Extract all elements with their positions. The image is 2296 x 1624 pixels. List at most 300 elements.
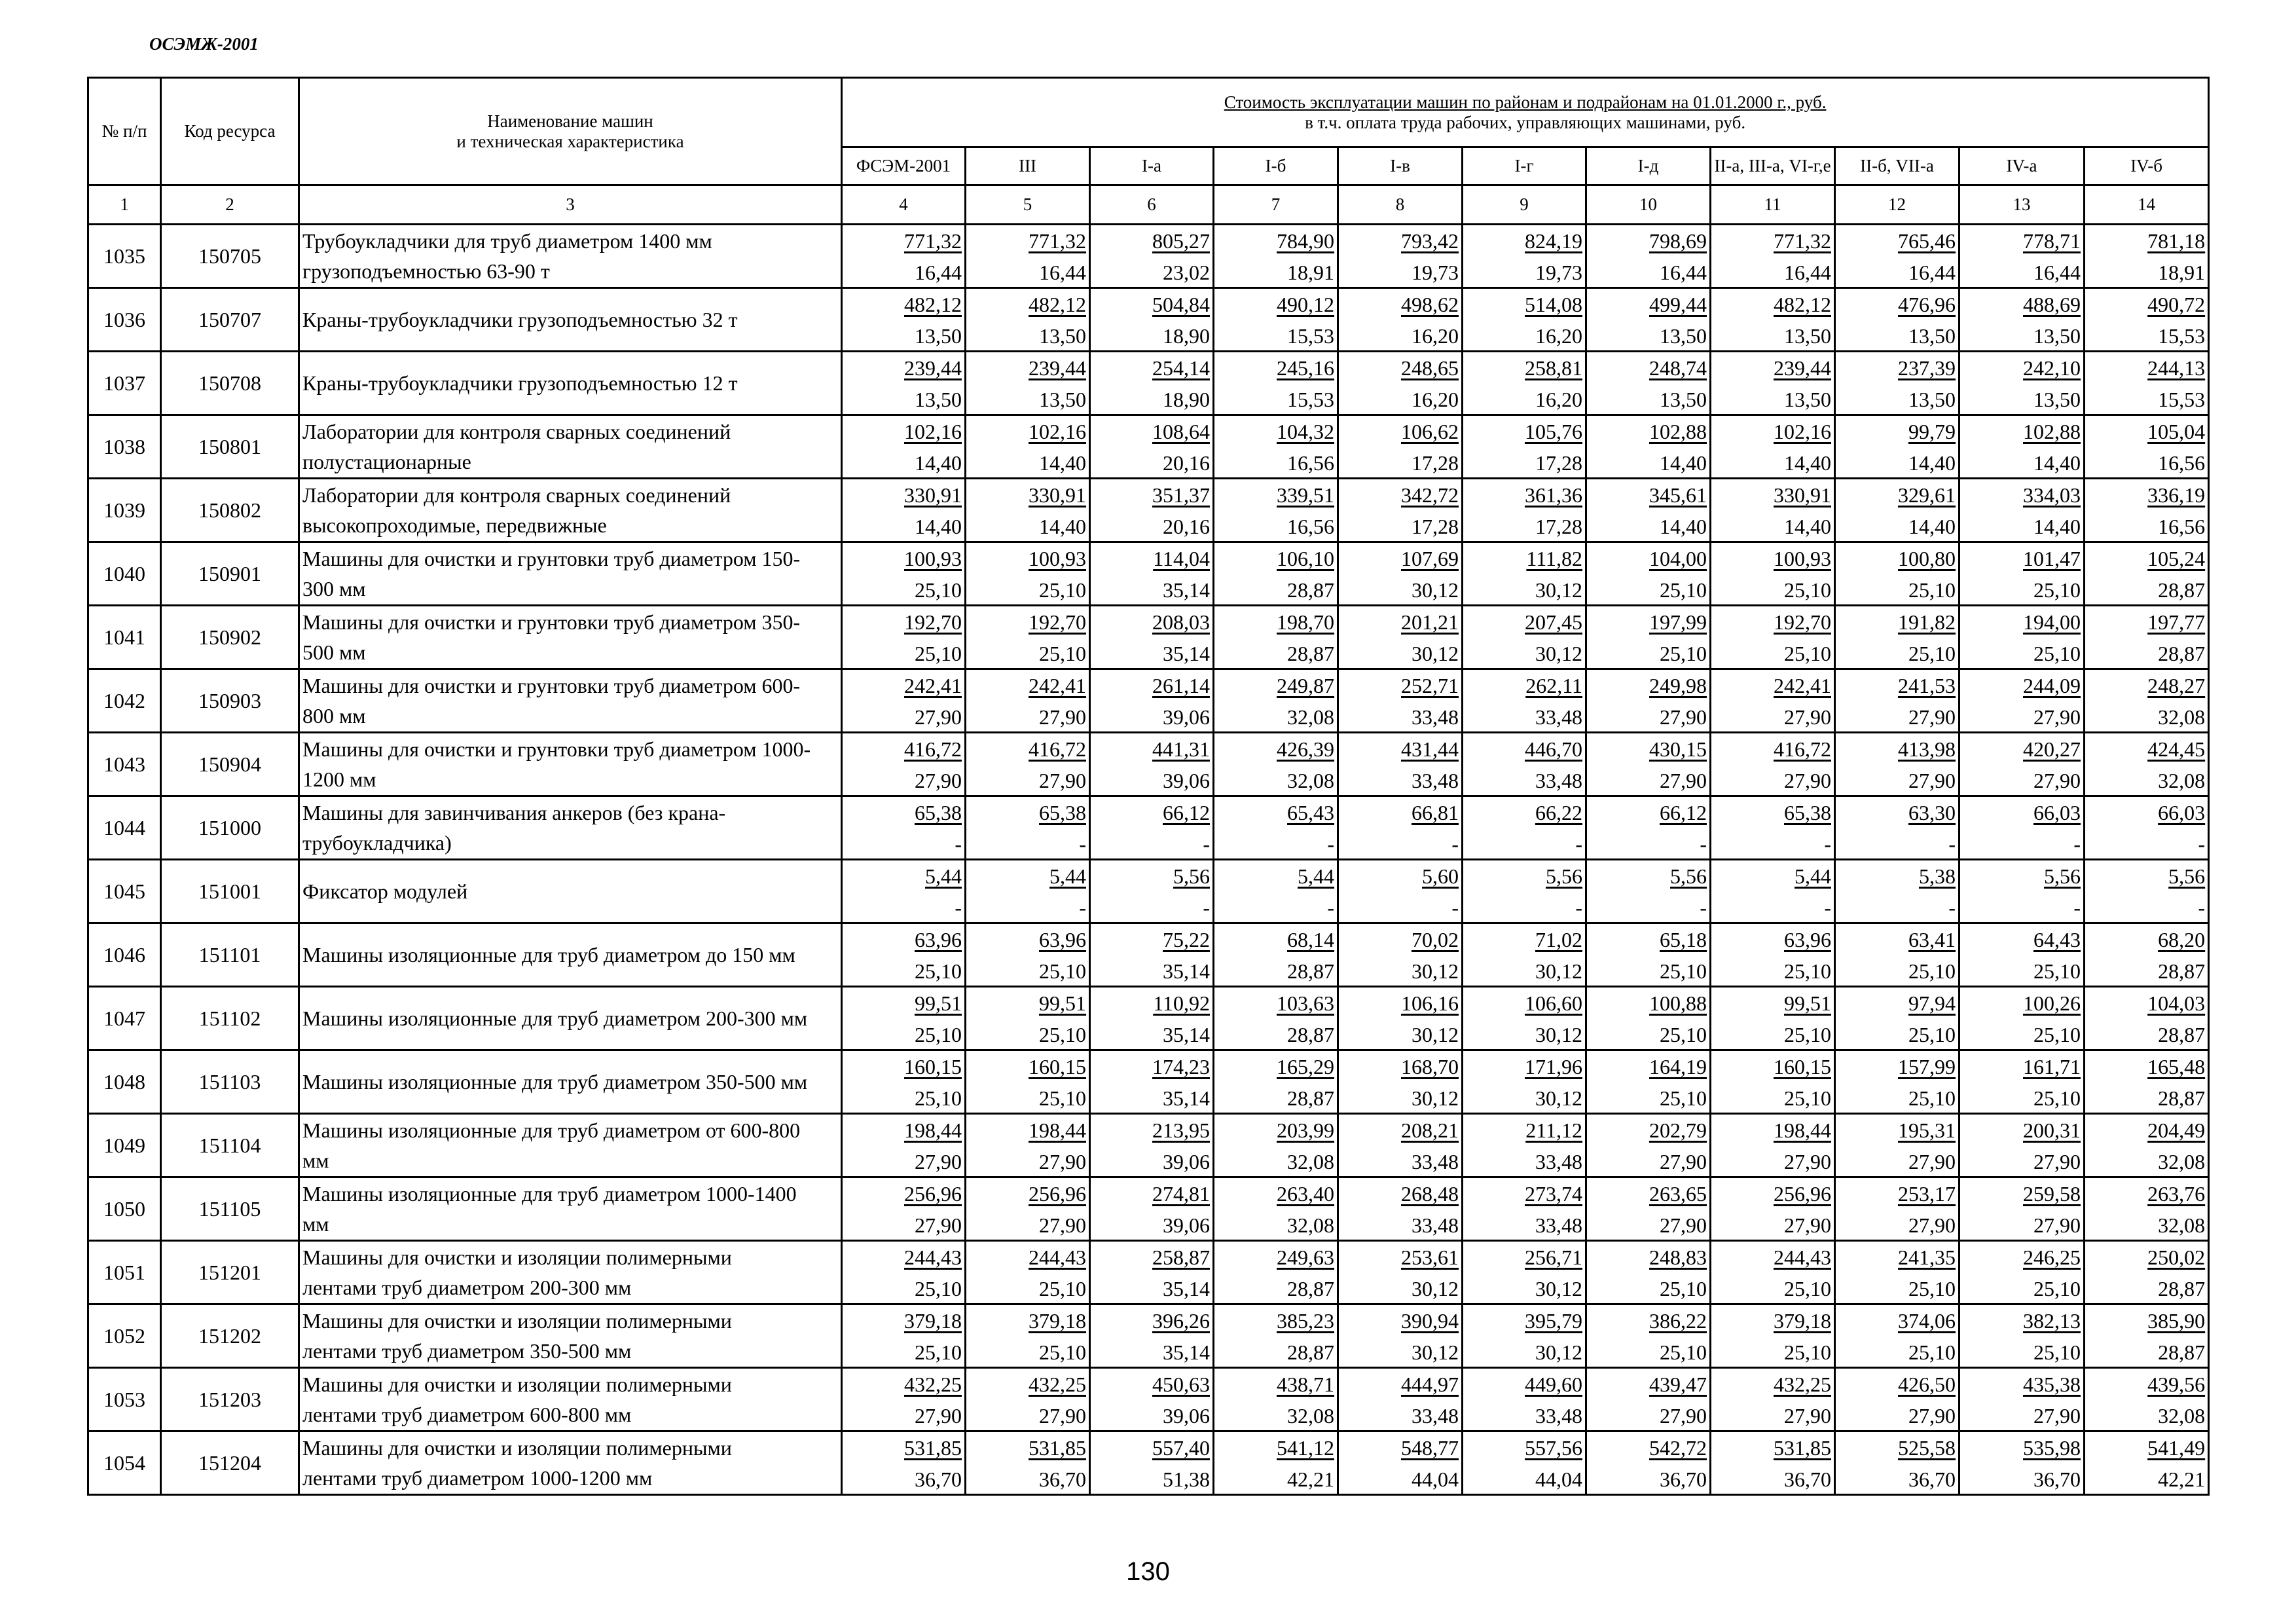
labor-cost-value: 25,10 xyxy=(1784,578,1831,602)
column-number: 1 xyxy=(88,185,161,225)
cost-cell xyxy=(1338,1241,1463,1304)
cost-cell xyxy=(842,606,966,669)
machine-name-cell xyxy=(299,352,842,415)
operating-cost-value: 75,22 xyxy=(1163,928,1210,951)
machine-name-line: Машины для очистки и грунтовки труб диаметром 350- xyxy=(302,610,801,634)
labor-cost-value: - xyxy=(2198,896,2206,919)
labor-cost-value: 27,90 xyxy=(1784,1404,1831,1428)
operating-cost-value: 68,20 xyxy=(2158,928,2206,951)
operating-cost-value: 431,44 xyxy=(1401,737,1459,761)
cost-cell xyxy=(1338,606,1463,669)
cost-cell xyxy=(1090,1304,1214,1368)
machine-name-line: Машины для очистки и грунтовки труб диаметром 150- xyxy=(302,547,801,570)
operating-cost-value: 100,26 xyxy=(2023,991,2081,1015)
labor-cost-value: 42,21 xyxy=(1287,1467,1334,1491)
operating-cost-value: 771,32 xyxy=(1774,229,1831,253)
labor-cost-value: 27,90 xyxy=(1039,1404,1086,1428)
operating-cost-value: 334,03 xyxy=(2023,483,2081,507)
labor-cost-value: 13,50 xyxy=(1908,388,1956,411)
operating-cost-value: 5,60 xyxy=(1422,864,1459,888)
labor-cost-value: 39,06 xyxy=(1163,1150,1210,1173)
labor-cost-value: 28,87 xyxy=(1287,1277,1334,1301)
labor-cost-value: 16,56 xyxy=(1287,515,1334,538)
labor-cost-value: 30,12 xyxy=(1412,642,1459,665)
cost-cell xyxy=(1214,606,1338,669)
labor-cost-value: 20,16 xyxy=(1163,451,1210,475)
region-header: I-г xyxy=(1463,147,1586,185)
cost-cell xyxy=(1090,923,1214,987)
cost-cell xyxy=(1959,1241,2085,1304)
labor-cost-value: 13,50 xyxy=(1660,388,1707,411)
labor-cost-value: - xyxy=(1948,832,1956,856)
labor-cost-value: 39,06 xyxy=(1163,769,1210,792)
labor-cost-value: 14,40 xyxy=(915,451,962,475)
operating-cost-value: 106,10 xyxy=(1277,547,1334,570)
cost-cell xyxy=(1338,796,1463,860)
machine-name-line: мм xyxy=(302,1149,329,1172)
operating-cost-value: 438,71 xyxy=(1277,1373,1334,1396)
region-header: III xyxy=(966,147,1090,185)
cost-cell xyxy=(1586,288,1711,352)
labor-cost-value: 27,90 xyxy=(2033,1404,2081,1428)
labor-cost-value: 25,10 xyxy=(1660,1023,1707,1046)
machine-name-line: трубоукладчика) xyxy=(302,831,452,855)
labor-cost-value: 13,50 xyxy=(2033,324,2081,348)
operating-cost-value: 213,95 xyxy=(1152,1118,1210,1142)
cost-cell xyxy=(1214,1431,1338,1495)
resource-code-cell: 150802 xyxy=(161,479,299,542)
operating-cost-value: 160,15 xyxy=(1774,1055,1831,1079)
cost-cell xyxy=(2085,1050,2209,1114)
machine-name-line: Машины изоляционные для труб диаметром 350-500 мм xyxy=(302,1070,808,1094)
operating-cost-value: 482,12 xyxy=(904,293,962,316)
column-number: 4 xyxy=(842,185,966,225)
labor-cost-value: 27,90 xyxy=(1784,1150,1831,1173)
cost-cell xyxy=(1090,352,1214,415)
cost-cell xyxy=(1959,352,2085,415)
operating-cost-value: 63,96 xyxy=(1039,928,1086,951)
labor-cost-value: 32,08 xyxy=(1287,705,1334,729)
operating-cost-value: 108,64 xyxy=(1152,420,1210,443)
machine-name-line: лентами труб диаметром 200-300 мм xyxy=(302,1276,632,1299)
cost-cell xyxy=(1711,1368,1835,1431)
labor-cost-value: 17,28 xyxy=(1412,515,1459,538)
row-number-cell: 1050 xyxy=(88,1177,161,1241)
cost-cell xyxy=(1338,288,1463,352)
labor-cost-value: 28,87 xyxy=(1287,642,1334,665)
labor-cost-value: 25,10 xyxy=(1660,578,1707,602)
labor-cost-value: 16,56 xyxy=(2158,515,2206,538)
operating-cost-value: 531,85 xyxy=(1774,1436,1831,1460)
cost-cell xyxy=(1463,479,1586,542)
cost-cell xyxy=(1586,860,1711,923)
column-number: 5 xyxy=(966,185,1090,225)
cost-cell xyxy=(1711,479,1835,542)
row-number-cell: 1039 xyxy=(88,479,161,542)
labor-cost-value: 32,08 xyxy=(2158,705,2206,729)
labor-cost-value: 14,40 xyxy=(1908,451,1956,475)
machine-name-line: грузоподъемностью 63-90 т xyxy=(302,259,550,283)
operating-cost-value: 100,88 xyxy=(1649,991,1707,1015)
labor-cost-value: 15,53 xyxy=(1287,388,1334,411)
cost-cell xyxy=(1338,542,1463,606)
operating-cost-value: 262,11 xyxy=(1525,674,1582,697)
cost-cell xyxy=(1090,1177,1214,1241)
operating-cost-value: 771,32 xyxy=(1029,229,1086,253)
labor-cost-value: - xyxy=(1451,896,1459,919)
labor-cost-value: - xyxy=(1203,896,1210,919)
operating-cost-value: 239,44 xyxy=(1029,356,1086,380)
operating-cost-value: 241,35 xyxy=(1898,1246,1956,1269)
labor-cost-value: - xyxy=(1079,832,1086,856)
cost-cell xyxy=(966,1431,1090,1495)
cost-cell xyxy=(1835,352,1959,415)
operating-cost-value: 105,76 xyxy=(1525,420,1582,443)
cost-cell xyxy=(966,352,1090,415)
cost-cell xyxy=(1711,733,1835,796)
operating-cost-value: 63,41 xyxy=(1908,928,1956,951)
cost-cell xyxy=(842,352,966,415)
labor-cost-value: 16,20 xyxy=(1412,324,1459,348)
labor-cost-value: 25,10 xyxy=(915,578,962,602)
column-number: 14 xyxy=(2085,185,2209,225)
labor-cost-value: 25,10 xyxy=(2033,1340,2081,1364)
table-row xyxy=(88,606,2209,669)
operating-cost-value: 99,51 xyxy=(915,991,962,1015)
machine-cost-table xyxy=(87,77,2210,1496)
cost-cell xyxy=(966,1114,1090,1177)
labor-cost-value: 16,44 xyxy=(1660,261,1707,284)
labor-cost-value: 25,10 xyxy=(1039,1340,1086,1364)
cost-cell xyxy=(842,288,966,352)
operating-cost-value: 395,79 xyxy=(1525,1309,1582,1333)
cost-cell xyxy=(842,1368,966,1431)
operating-cost-value: 259,58 xyxy=(2023,1182,2081,1206)
labor-cost-value: 33,48 xyxy=(1412,769,1459,792)
table-row xyxy=(88,1241,2209,1304)
machine-name-line: Машины изоляционные для труб диаметром 200-300 мм xyxy=(302,1006,808,1030)
labor-cost-value: - xyxy=(1327,896,1334,919)
table-row xyxy=(88,1177,2209,1241)
operating-cost-value: 339,51 xyxy=(1277,483,1334,507)
operating-cost-value: 211,12 xyxy=(1525,1118,1582,1142)
header-resource-code: Код ресурса xyxy=(161,78,299,185)
labor-cost-value: 13,50 xyxy=(1908,324,1956,348)
operating-cost-value: 192,70 xyxy=(1774,610,1831,634)
table-row xyxy=(88,542,2209,606)
cost-cell xyxy=(966,1177,1090,1241)
cost-cell xyxy=(1586,1114,1711,1177)
operating-cost-value: 476,96 xyxy=(1898,293,1956,316)
operating-cost-value: 432,25 xyxy=(1029,1373,1086,1396)
labor-cost-value: - xyxy=(1700,832,1707,856)
operating-cost-value: 253,17 xyxy=(1898,1182,1956,1206)
cost-cell xyxy=(1959,733,2085,796)
cost-cell xyxy=(1711,1304,1835,1368)
cost-cell xyxy=(1090,542,1214,606)
operating-cost-value: 379,18 xyxy=(1029,1309,1086,1333)
cost-cell xyxy=(1835,923,1959,987)
operating-cost-value: 204,49 xyxy=(2147,1118,2206,1142)
header-row-number: № п/п xyxy=(88,78,161,185)
cost-cell xyxy=(1835,796,1959,860)
cost-cell xyxy=(1835,1177,1959,1241)
labor-cost-value: - xyxy=(1700,896,1707,919)
labor-cost-value: 39,06 xyxy=(1163,705,1210,729)
labor-cost-value: 27,90 xyxy=(1039,1150,1086,1173)
row-number-cell: 1054 xyxy=(88,1431,161,1495)
cost-cell xyxy=(1586,415,1711,479)
operating-cost-value: 102,16 xyxy=(904,420,962,443)
operating-cost-value: 207,45 xyxy=(1525,610,1582,634)
labor-cost-value: 27,90 xyxy=(1908,769,1956,792)
row-number-cell: 1049 xyxy=(88,1114,161,1177)
operating-cost-value: 263,40 xyxy=(1277,1182,1334,1206)
labor-cost-value: 28,87 xyxy=(2158,578,2206,602)
labor-cost-value: - xyxy=(2198,832,2206,856)
labor-cost-value: 28,87 xyxy=(1287,1086,1334,1110)
labor-cost-value: 13,50 xyxy=(1784,388,1831,411)
labor-cost-value: 27,90 xyxy=(915,1213,962,1237)
labor-cost-value: 30,12 xyxy=(1412,1086,1459,1110)
labor-cost-value: 16,44 xyxy=(1784,261,1831,284)
labor-cost-value: 18,90 xyxy=(1163,324,1210,348)
cost-cell xyxy=(842,669,966,733)
cost-cell xyxy=(842,796,966,860)
cost-cell xyxy=(1711,1431,1835,1495)
labor-cost-value: 36,70 xyxy=(1039,1467,1086,1491)
cost-cell xyxy=(2085,1177,2209,1241)
operating-cost-value: 416,72 xyxy=(1029,737,1086,761)
resource-code-cell: 151105 xyxy=(161,1177,299,1241)
labor-cost-value: 25,10 xyxy=(1660,959,1707,983)
cost-cell xyxy=(1463,923,1586,987)
labor-cost-value: 32,08 xyxy=(1287,1213,1334,1237)
machine-name-line: 500 мм xyxy=(302,640,366,664)
labor-cost-value: 27,90 xyxy=(915,769,962,792)
operating-cost-value: 239,44 xyxy=(1774,356,1831,380)
labor-cost-value: 32,08 xyxy=(2158,1213,2206,1237)
labor-cost-value: 27,90 xyxy=(1660,705,1707,729)
cost-cell xyxy=(842,1114,966,1177)
operating-cost-value: 174,23 xyxy=(1152,1055,1210,1079)
machine-name-line: Машины для завинчивания анкеров (без крана- xyxy=(302,801,726,824)
operating-cost-value: 379,18 xyxy=(904,1309,962,1333)
labor-cost-value: 14,40 xyxy=(2033,515,2081,538)
machine-name-line: Машины для очистки и грунтовки труб диаметром 600- xyxy=(302,674,801,697)
table-row xyxy=(88,1050,2209,1114)
operating-cost-value: 424,45 xyxy=(2147,737,2206,761)
operating-cost-value: 5,56 xyxy=(2168,864,2206,888)
cost-cell xyxy=(1338,733,1463,796)
cost-cell xyxy=(1959,923,2085,987)
operating-cost-value: 198,44 xyxy=(904,1118,962,1142)
operating-cost-value: 101,47 xyxy=(2023,547,2081,570)
labor-cost-value: 16,20 xyxy=(1535,324,1582,348)
operating-cost-value: 342,72 xyxy=(1401,483,1459,507)
labor-cost-value: 30,12 xyxy=(1535,1340,1582,1364)
document-code: ОСЭМЖ-2001 xyxy=(149,34,259,54)
cost-cell xyxy=(1463,1304,1586,1368)
cost-cell xyxy=(1338,1177,1463,1241)
cost-cell xyxy=(1214,987,1338,1050)
operating-cost-value: 102,88 xyxy=(2023,420,2081,443)
labor-cost-value: 27,90 xyxy=(1660,769,1707,792)
cost-cell xyxy=(1338,669,1463,733)
row-number-cell: 1036 xyxy=(88,288,161,352)
operating-cost-value: 258,87 xyxy=(1152,1246,1210,1269)
cost-cell xyxy=(1214,352,1338,415)
operating-cost-value: 525,58 xyxy=(1898,1436,1956,1460)
labor-cost-value: 36,70 xyxy=(915,1467,962,1491)
labor-cost-value: 25,10 xyxy=(915,959,962,983)
cost-title: Стоимость эксплуатации машин по районам и подрайонам на 01.01.2000 г., руб. xyxy=(1224,92,1827,112)
cost-cell xyxy=(1214,1241,1338,1304)
labor-cost-value: 39,06 xyxy=(1163,1404,1210,1428)
table-row xyxy=(88,669,2209,733)
operating-cost-value: 490,72 xyxy=(2147,293,2206,316)
column-number: 11 xyxy=(1711,185,1835,225)
cost-cell xyxy=(1214,288,1338,352)
labor-cost-value: 25,10 xyxy=(915,1340,962,1364)
cost-cell xyxy=(1463,352,1586,415)
labor-cost-value: 14,40 xyxy=(1660,515,1707,538)
cost-cell xyxy=(1090,288,1214,352)
labor-cost-value: 13,50 xyxy=(915,324,962,348)
cost-cell xyxy=(1214,1177,1338,1241)
labor-cost-value: 32,08 xyxy=(1287,1404,1334,1428)
operating-cost-value: 413,98 xyxy=(1898,737,1956,761)
operating-cost-value: 531,85 xyxy=(904,1436,962,1460)
labor-cost-value: 33,48 xyxy=(1412,1150,1459,1173)
machine-name-cell xyxy=(299,225,842,288)
cost-cell xyxy=(1711,923,1835,987)
operating-cost-value: 330,91 xyxy=(1774,483,1831,507)
labor-cost-value: 25,10 xyxy=(915,1023,962,1046)
operating-cost-value: 165,48 xyxy=(2147,1055,2206,1079)
operating-cost-value: 446,70 xyxy=(1525,737,1582,761)
machine-name-cell xyxy=(299,415,842,479)
operating-cost-value: 256,96 xyxy=(1774,1182,1831,1206)
operating-cost-value: 504,84 xyxy=(1152,293,1210,316)
labor-cost-value: 14,40 xyxy=(1039,451,1086,475)
operating-cost-value: 263,65 xyxy=(1649,1182,1707,1206)
cost-cell xyxy=(1586,479,1711,542)
operating-cost-value: 420,27 xyxy=(2023,737,2081,761)
labor-cost-value: 25,10 xyxy=(1784,959,1831,983)
resource-code-cell: 150707 xyxy=(161,288,299,352)
resource-code-cell: 151201 xyxy=(161,1241,299,1304)
operating-cost-value: 351,37 xyxy=(1152,483,1210,507)
cost-subtitle: в т.ч. оплата труда рабочих, управляющих машинами, руб. xyxy=(1305,112,1746,132)
cost-cell xyxy=(1214,923,1338,987)
cost-cell xyxy=(1959,415,2085,479)
operating-cost-value: 273,74 xyxy=(1525,1182,1582,1206)
machine-name-line: Лаборатории для контроля сварных соединений xyxy=(302,483,731,507)
labor-cost-value: 25,10 xyxy=(1784,1340,1831,1364)
cost-cell xyxy=(966,606,1090,669)
table-row xyxy=(88,987,2209,1050)
operating-cost-value: 106,62 xyxy=(1401,420,1459,443)
cost-cell xyxy=(1463,1368,1586,1431)
cost-cell xyxy=(966,923,1090,987)
operating-cost-value: 824,19 xyxy=(1525,229,1582,253)
cost-cell xyxy=(1711,987,1835,1050)
operating-cost-value: 100,93 xyxy=(1029,547,1086,570)
operating-cost-value: 5,56 xyxy=(1173,864,1210,888)
labor-cost-value: 25,10 xyxy=(915,642,962,665)
resource-code-cell: 151000 xyxy=(161,796,299,860)
machine-name-line: 800 мм xyxy=(302,704,366,728)
labor-cost-value: 27,90 xyxy=(1660,1213,1707,1237)
labor-cost-value: 25,10 xyxy=(1908,642,1956,665)
labor-cost-value: - xyxy=(1203,832,1210,856)
labor-cost-value: 28,87 xyxy=(1287,578,1334,602)
region-header: I-б xyxy=(1214,147,1338,185)
cost-cell xyxy=(1463,1177,1586,1241)
cost-cell xyxy=(1586,1368,1711,1431)
labor-cost-value: 27,90 xyxy=(1660,1150,1707,1173)
machine-name-line: лентами труб диаметром 1000-1200 мм xyxy=(302,1466,653,1490)
cost-cell xyxy=(1586,1431,1711,1495)
cost-cell xyxy=(1835,606,1959,669)
operating-cost-value: 99,51 xyxy=(1784,991,1831,1015)
cost-cell xyxy=(966,1368,1090,1431)
machine-name-cell xyxy=(299,733,842,796)
operating-cost-value: 541,12 xyxy=(1277,1436,1334,1460)
resource-code-cell: 151202 xyxy=(161,1304,299,1368)
operating-cost-value: 330,91 xyxy=(1029,483,1086,507)
resource-code-cell: 150904 xyxy=(161,733,299,796)
operating-cost-value: 107,69 xyxy=(1401,547,1459,570)
operating-cost-value: 253,61 xyxy=(1401,1246,1459,1269)
labor-cost-value: 35,14 xyxy=(1163,1086,1210,1110)
labor-cost-value: 36,70 xyxy=(1784,1467,1831,1491)
labor-cost-value: 44,04 xyxy=(1412,1467,1459,1491)
labor-cost-value: 33,48 xyxy=(1535,1213,1582,1237)
labor-cost-value: - xyxy=(1575,896,1582,919)
cost-cell xyxy=(1338,923,1463,987)
cost-cell xyxy=(1586,606,1711,669)
operating-cost-value: 426,39 xyxy=(1277,737,1334,761)
operating-cost-value: 244,43 xyxy=(1029,1246,1086,1269)
labor-cost-value: - xyxy=(1824,832,1831,856)
machine-name-line: полустационарные xyxy=(302,450,471,473)
labor-cost-value: 27,90 xyxy=(2033,769,2081,792)
header-cost-group xyxy=(842,78,2209,147)
labor-cost-value: 30,12 xyxy=(1412,959,1459,983)
operating-cost-value: 102,16 xyxy=(1029,420,1086,443)
cost-cell xyxy=(1338,415,1463,479)
cost-cell xyxy=(1214,415,1338,479)
cost-cell xyxy=(1463,1050,1586,1114)
operating-cost-value: 396,26 xyxy=(1152,1309,1210,1333)
operating-cost-value: 784,90 xyxy=(1277,229,1334,253)
cost-cell xyxy=(1586,733,1711,796)
cost-cell xyxy=(1959,1177,2085,1241)
cost-cell xyxy=(966,1050,1090,1114)
operating-cost-value: 65,18 xyxy=(1660,928,1707,951)
operating-cost-value: 201,21 xyxy=(1401,610,1459,634)
operating-cost-value: 241,53 xyxy=(1898,674,1956,697)
operating-cost-value: 541,49 xyxy=(2147,1436,2206,1460)
machine-name-line: Машины для очистки и изоляции полимерными xyxy=(302,1436,732,1460)
operating-cost-value: 439,56 xyxy=(2147,1373,2206,1396)
labor-cost-value: 27,90 xyxy=(1908,1404,1956,1428)
operating-cost-value: 248,27 xyxy=(2147,674,2206,697)
cost-cell xyxy=(842,1241,966,1304)
machine-name-line: высокопроходимые, передвижные xyxy=(302,513,607,537)
